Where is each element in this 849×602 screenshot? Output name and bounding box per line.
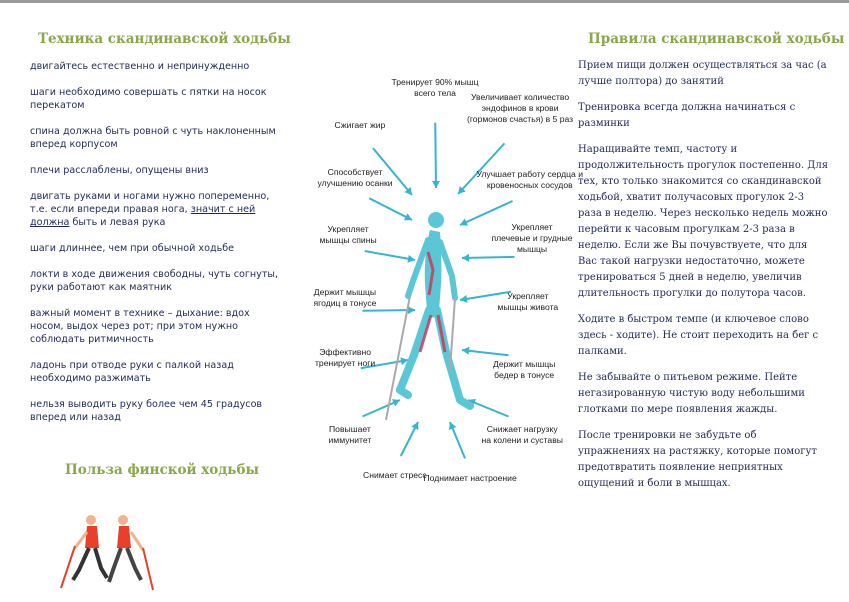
diagram-label: Увеличивает количество эндофинов в крови (гормонов счастья) в 5 раз — [467, 91, 574, 124]
rule-item: Тренировка всегда должна начинаться с разминки — [578, 102, 796, 129]
benefits-diagram — [300, 70, 584, 500]
rule-item: Наращивайте темп, частоту и продолжительность прогулок постепенно. Для тех, кто только знакомится со скандинавской ходьбой, хватит получасовых прогулок 2-3 раза в неделю. Через несколько недель можно перейти к часовым прогулкам 2-3 раза в неделю. Если же Вы почувствуете, что для Вас такой нагрузки недостаточно, можете тренироваться 5 дней в неделю, увеличив длительность прогулки до полутора часов. — [578, 144, 828, 299]
diagram-arrowhead — [408, 306, 415, 314]
technique-item: важный момент в технике – дыхание: вдох носом, выдох через рот; при этом нужно соблюдать ритмичность — [30, 308, 250, 345]
diagram-arrow — [435, 123, 436, 188]
technique-item: плечи расслаблены, опущены вниз — [30, 165, 209, 176]
rule-item: Не забывайте о питьевом режиме. Пейте негазированную чистую воду небольшими глотками по мере появления жажды. — [578, 372, 805, 415]
walker-figure-icon — [386, 212, 470, 420]
technique-list — [30, 60, 280, 437]
diagram-label: Повышает иммунитет — [328, 424, 372, 445]
diagram-label: Эффективно тренирует ноги — [315, 347, 376, 368]
diagram-label: Укрепляет мышцы спины — [319, 224, 377, 245]
diagram-arrow — [462, 350, 509, 355]
diagram-label: Укрепляет плечевые и грудные мышцы — [491, 221, 573, 254]
diagram-label: Держит мышцы бедер в тонусе — [493, 359, 556, 380]
technique-item: ладонь при отводе руки с палкой назад необходимо разжимать — [30, 360, 234, 384]
technique-item-part: двигать руками и ногами нужно попеременно, т.е. если впереди правая нога, — [30, 191, 270, 215]
top-divider — [0, 0, 849, 3]
technique-item: спина должна быть ровной с чуть наклоненным вперед корпусом — [30, 126, 276, 150]
rules-list — [578, 58, 828, 502]
technique-item: локти в ходе движения свободны, чуть согнуты, руки работают как маятник — [30, 269, 279, 293]
rule-item: Ходите в быстром темпе (и ключевое слово здесь - ходите). Не стоит переходить на бег с палками. — [578, 314, 819, 357]
technique-item-underlined: значит с ней должна — [30, 204, 256, 228]
diagram-label: Сжигает жир — [334, 119, 386, 130]
diagram-label: Снимает стресс — [363, 469, 427, 480]
technique-heading: Техника скандинавской ходьбы — [38, 31, 291, 47]
walkers-illustration — [45, 508, 165, 598]
technique-item — [30, 190, 280, 229]
diagram-arrowhead — [462, 254, 469, 262]
rule-item: После тренировки не забудьте об упражнениях на растяжку, которые помогут предотвратить появление неприятных ощущений и боли в мышцах. — [578, 430, 817, 489]
diagram-arrowhead — [462, 347, 469, 355]
technique-item: шаги длиннее, чем при обычной ходьбе — [30, 243, 235, 254]
diagram-label: Держит мышцы ягодиц в тонусе — [313, 287, 377, 308]
rule-item: Прием пищи должен осуществляться за час (а лучше полтора) до занятий — [578, 60, 827, 87]
diagram-label: Способствует улучшению осанки — [317, 167, 393, 188]
diagram-arrow — [369, 198, 412, 220]
diagram-arrow — [462, 257, 515, 258]
diagram-arrow — [365, 251, 415, 260]
diagram-label: Поднимает настроение — [423, 472, 517, 483]
diagram-arrowhead — [407, 255, 415, 263]
diagram-arrowhead — [432, 181, 440, 188]
benefit-heading: Польза финской ходьбы — [65, 462, 260, 478]
diagram-label: Снижает нагрузку на колени и суставы — [481, 424, 563, 445]
diagram-label: Улучшает работу сердца и кровеносных сосудов — [476, 169, 584, 190]
nordic-walkers-icon — [45, 508, 165, 598]
diagram-label: Тренирует 90% мышц всего тела — [391, 77, 479, 98]
rules-heading: Правила скандинавской ходьбы — [588, 31, 845, 47]
technique-item: шаги необходимо совершать с пятки на носок перекатом — [30, 87, 267, 111]
technique-item: двигайтесь естественно и непринужденно — [30, 61, 250, 72]
technique-item: нельзя выводить руку более чем 45 градусов вперед или назад — [30, 399, 263, 423]
diagram-label: Укрепляет мышцы живота — [497, 291, 559, 312]
technique-item-part: быть и левая рука — [69, 217, 166, 228]
